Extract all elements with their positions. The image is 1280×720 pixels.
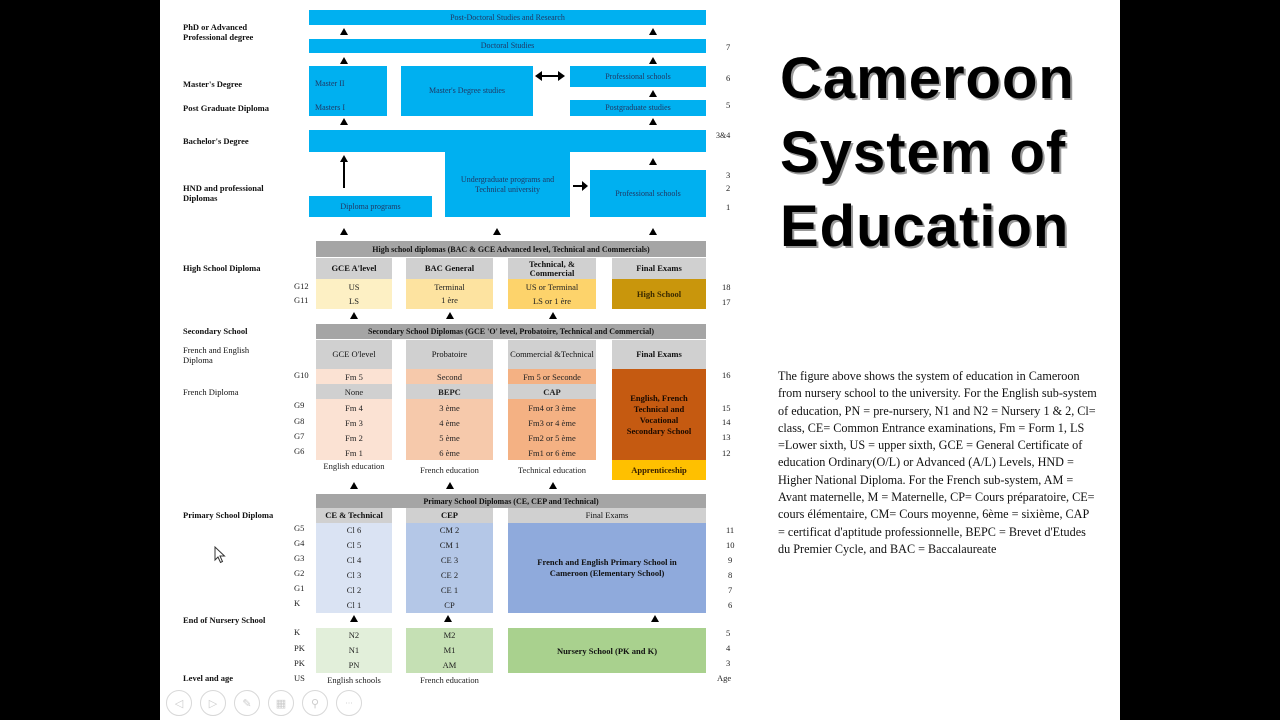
- arrow-up-icon: [340, 28, 348, 35]
- slides-grid-icon: ▦: [275, 696, 287, 710]
- cell: CM 1: [439, 540, 460, 550]
- slide-description: The figure above shows the system of education in Cameroon from nursery school to the university. For the English sub-system of education, PN = pre-nursery, N1 and N2 = Nursery 1 & 2, Cl= class, CE= Common Entrance examinations, Fm = Form 1, LS =Lower sixth, US = upper sixth, GCE = General Certificate of education Ordinary(O/L) or Advanced (A/L) Levels, HND = Higher National Diploma. For the French sub-system, AM = Avant maternelle, M = Maternelle, CP= Cours préparatoire, CE= cours élémentaire, CM= Cours moyenne, 6ème = sixième, CAP = certificat d'aptitude professionnelle, BEPC = Brevet d'Etudes du Premier Cycle, and BAC = Baccalaureate: [778, 369, 1097, 556]
- cell: Cl 6: [346, 525, 362, 535]
- primary-header: Primary School Diplomas (CE, CEP and Technical): [316, 494, 706, 508]
- cell: AM: [442, 660, 457, 670]
- sec-com-block: [508, 399, 596, 460]
- age: 5: [726, 100, 731, 110]
- title-line: System of: [780, 120, 1067, 185]
- cell: LS or 1 ère: [532, 296, 571, 306]
- cell: None: [344, 387, 364, 397]
- cell: 1 ère: [441, 295, 458, 305]
- pri-col-final-exams: Final Exams: [508, 508, 706, 523]
- cell: Fm3 or 4 ème: [528, 418, 576, 428]
- arrow-up-icon: [649, 228, 657, 235]
- box-professional-schools-low: Professional schools: [590, 170, 706, 217]
- arrow-up-icon: [649, 118, 657, 125]
- sec-vocational-block: English, French Technical and Vocational Secondary School: [612, 369, 706, 460]
- footer-english-education: English education: [323, 461, 385, 471]
- label-pgd: Post Graduate Diploma: [183, 103, 269, 113]
- cell: Cl 2: [346, 585, 362, 595]
- grade: G7: [294, 431, 305, 441]
- footer-technical-education: Technical education: [517, 465, 587, 475]
- grade: G5: [294, 523, 305, 533]
- cell: US or Terminal: [525, 282, 579, 292]
- hs-gce-cells: [316, 279, 392, 309]
- cell: Cl 5: [346, 540, 362, 550]
- age: 12: [722, 448, 731, 458]
- grade: G8: [294, 416, 305, 426]
- master1-label: Masters I: [315, 103, 345, 112]
- age: 11: [726, 525, 735, 535]
- cell: Cl 1: [346, 600, 362, 610]
- arrow-up-icon: [350, 482, 358, 489]
- cell: Fm 1: [345, 448, 363, 458]
- arrow-up-icon: [340, 118, 348, 125]
- cell: US: [348, 282, 360, 292]
- cell: CE 2: [440, 570, 459, 580]
- hs-final-cell: High School: [612, 279, 706, 309]
- grade: G1: [294, 583, 305, 593]
- arrow-up-icon: [350, 312, 358, 319]
- sec-col-commercial: Commercial &Technical: [508, 340, 596, 369]
- cell: PN: [348, 660, 360, 670]
- mouse-cursor-icon: [214, 546, 226, 564]
- pen-icon: ✎: [242, 696, 252, 710]
- grade: K: [294, 627, 301, 637]
- cell: 4 ème: [439, 418, 460, 428]
- cell: Fm 4: [345, 403, 363, 413]
- nursery-french-block: [406, 628, 493, 673]
- cell: M1: [443, 645, 456, 655]
- grade: G12: [294, 281, 309, 291]
- box-doctoral: Doctoral Studies: [309, 39, 706, 53]
- secondary-header: Secondary School Diplomas (GCE 'O' level, Probatoire, Technical and Commercial): [316, 324, 706, 339]
- arrow-up-icon: [649, 28, 657, 35]
- footer-french-education-nursery: French education: [420, 675, 479, 685]
- arrow-up-icon: [649, 57, 657, 64]
- arrow-up-icon: [649, 158, 657, 165]
- cell: Fm 5: [345, 372, 363, 382]
- pri-cep-block: [406, 523, 493, 613]
- sec-apprenticeship: Apprenticeship: [612, 460, 706, 480]
- pri-col-ce-technical: CE & Technical: [316, 508, 392, 523]
- cell: N2: [348, 630, 360, 640]
- cell: Fm 2: [345, 433, 363, 443]
- grade: G11: [294, 295, 309, 305]
- age: 3: [726, 170, 731, 180]
- age: 6: [728, 600, 733, 610]
- cell: Second: [436, 372, 463, 382]
- sec-gce-block: [316, 399, 392, 460]
- arrow-up-icon: [493, 228, 501, 235]
- sec-prob-block: [406, 399, 493, 460]
- cell: CE 1: [440, 585, 459, 595]
- nav-next-button[interactable]: [200, 690, 226, 716]
- slide: [160, 0, 1120, 720]
- sec-prob-row: [406, 384, 493, 399]
- pri-col-cep: CEP: [406, 508, 493, 523]
- age: 15: [722, 403, 731, 413]
- cell: CM 2: [439, 525, 460, 535]
- box-postgraduate-studies: Postgraduate studies: [570, 100, 706, 116]
- cell: Terminal: [434, 282, 465, 292]
- title-line: Cameroon: [780, 46, 1075, 111]
- cell: 3 ème: [439, 403, 460, 413]
- sec-gce-row: [316, 369, 392, 384]
- hs-col-bac-general: BAC General: [406, 258, 493, 279]
- box-bachelors: [309, 130, 706, 152]
- grade: G10: [294, 370, 309, 380]
- arrow-up-icon: [340, 57, 348, 64]
- footer-english-schools: English schools: [327, 675, 381, 685]
- age: 6: [726, 73, 731, 83]
- label-hnd: HND and professional Diplomas: [183, 183, 264, 203]
- pri-elementary-block: French and English Primary School in Cameroon (Elementary School): [508, 523, 706, 613]
- more-icon: ···: [345, 698, 353, 708]
- hs-tech-cells: [508, 279, 596, 309]
- grade: G6: [294, 446, 305, 456]
- arrow-up-icon: [444, 615, 452, 622]
- double-arrow-icon: [537, 75, 563, 77]
- cell: 5 ème: [439, 433, 460, 443]
- cell: N1: [348, 645, 360, 655]
- cell: Fm2 or 5 ème: [528, 433, 576, 443]
- arrow-up-icon: [340, 155, 348, 162]
- master2-label: Master II: [315, 79, 345, 88]
- age: 8: [728, 570, 733, 580]
- grade: G3: [294, 553, 305, 563]
- hs-col-technical: Technical, & Commercial: [508, 258, 596, 279]
- label-french-diploma: French Diploma: [183, 387, 239, 397]
- cell: CAP: [543, 387, 561, 397]
- cell: Cl 4: [346, 555, 362, 565]
- sec-col-final-exams: Final Exams: [612, 340, 706, 369]
- age: 9: [728, 555, 733, 565]
- age: 17: [722, 297, 731, 307]
- age: 7: [726, 42, 731, 52]
- arrow-up-icon: [549, 482, 557, 489]
- pri-ce-block: [316, 523, 392, 613]
- box-undergraduate: Undergraduate programs and Technical university: [445, 152, 570, 217]
- age: 14: [722, 417, 731, 427]
- age: 4: [726, 643, 731, 653]
- sec-gce-row: [316, 384, 392, 399]
- label-bachelors: Bachelor's Degree: [183, 136, 249, 146]
- cell: LS: [349, 296, 359, 306]
- label-primary-school-diploma: Primary School Diploma: [183, 510, 274, 520]
- arrow-up-icon: [350, 615, 358, 622]
- arrow-up-icon: [649, 90, 657, 97]
- box-masters-studies: Master's Degree studies: [401, 66, 533, 116]
- label-secondary-school: Secondary School: [183, 326, 248, 336]
- label-level-age: Level and age: [183, 673, 234, 683]
- next-icon: ▷: [208, 696, 218, 710]
- age: 16: [722, 370, 731, 380]
- sec-col-probatoire: Probatoire: [406, 340, 493, 369]
- age: 5: [726, 628, 731, 638]
- box-diploma-programs: Diploma programs: [309, 196, 432, 217]
- sec-prob-row: [406, 369, 493, 384]
- nav-more-button[interactable]: [336, 690, 362, 716]
- nursery-school-block: Nursery School (PK and K): [508, 628, 706, 673]
- footer-french-education: French education: [420, 465, 479, 475]
- label-phd: PhD or Advanced Professional degree: [183, 22, 254, 42]
- label-high-school-diploma: High School Diploma: [183, 263, 261, 273]
- cell: Fm1 or 6 ème: [528, 448, 576, 458]
- nav-pen-button[interactable]: [234, 690, 260, 716]
- age: 10: [726, 540, 735, 550]
- sec-com-row: [508, 384, 596, 399]
- grade: G4: [294, 538, 305, 548]
- grade: PK: [294, 658, 305, 668]
- grade: G9: [294, 400, 305, 410]
- label-masters: Master's Degree: [183, 79, 243, 89]
- high-school-header: High school diplomas (BAC & GCE Advanced level, Technical and Commercials): [316, 241, 706, 257]
- hs-bac-cells: [406, 279, 493, 309]
- label-french-english-diploma: French and English Diploma: [183, 345, 250, 365]
- arrow-up-icon: [340, 228, 348, 235]
- slide-title: [780, 42, 1075, 264]
- nav-previous-button[interactable]: [166, 690, 192, 716]
- sec-com-row: [508, 369, 596, 384]
- cell: CE 3: [440, 555, 459, 565]
- cell: Fm 5 or Seconde: [523, 372, 581, 382]
- title-line: Education: [780, 194, 1070, 259]
- age: 3: [726, 658, 731, 668]
- arrow-up-icon: [651, 615, 659, 622]
- nav-zoom-button[interactable]: [302, 690, 328, 716]
- cell: Fm4 or 3 ème: [528, 403, 576, 413]
- nursery-english-block: [316, 628, 392, 673]
- age: 2: [726, 183, 731, 193]
- age-label: Age: [717, 673, 732, 683]
- zoom-icon: ⚲: [310, 696, 320, 710]
- grade: K: [294, 598, 301, 608]
- nav-slides-button[interactable]: [268, 690, 294, 716]
- age: 13: [722, 432, 731, 442]
- arrow-up-icon: [446, 312, 454, 319]
- box-professional-schools-top: Professional schools: [570, 66, 706, 87]
- arrow-stem: [343, 160, 345, 188]
- cell: BEPC: [438, 387, 461, 397]
- grade: PK: [294, 643, 305, 653]
- age: 1: [726, 202, 731, 212]
- arrow-up-icon: [446, 482, 454, 489]
- grade: US: [294, 673, 305, 683]
- arrow-right-icon: [573, 185, 583, 187]
- age: 18: [722, 282, 731, 292]
- cell: 6 ème: [439, 448, 460, 458]
- cell: CP: [444, 600, 455, 610]
- box-postdoc: Post-Doctoral Studies and Research: [309, 10, 706, 25]
- arrow-up-icon: [549, 312, 557, 319]
- cell: M2: [443, 630, 456, 640]
- age: 3&4: [716, 131, 731, 140]
- cell: Cl 3: [346, 570, 362, 580]
- box-masters: [309, 66, 387, 116]
- label-end-nursery: End of Nursery School: [183, 615, 266, 625]
- previous-icon: ◁: [174, 696, 184, 710]
- hs-col-final-exams: Final Exams: [612, 258, 706, 279]
- hs-col-gce-alevel: GCE A'level: [316, 258, 392, 279]
- sec-col-gce-olevel: GCE O'level: [316, 340, 392, 369]
- age: 7: [728, 585, 733, 595]
- grade: G2: [294, 568, 305, 578]
- cell: Fm 3: [345, 418, 363, 428]
